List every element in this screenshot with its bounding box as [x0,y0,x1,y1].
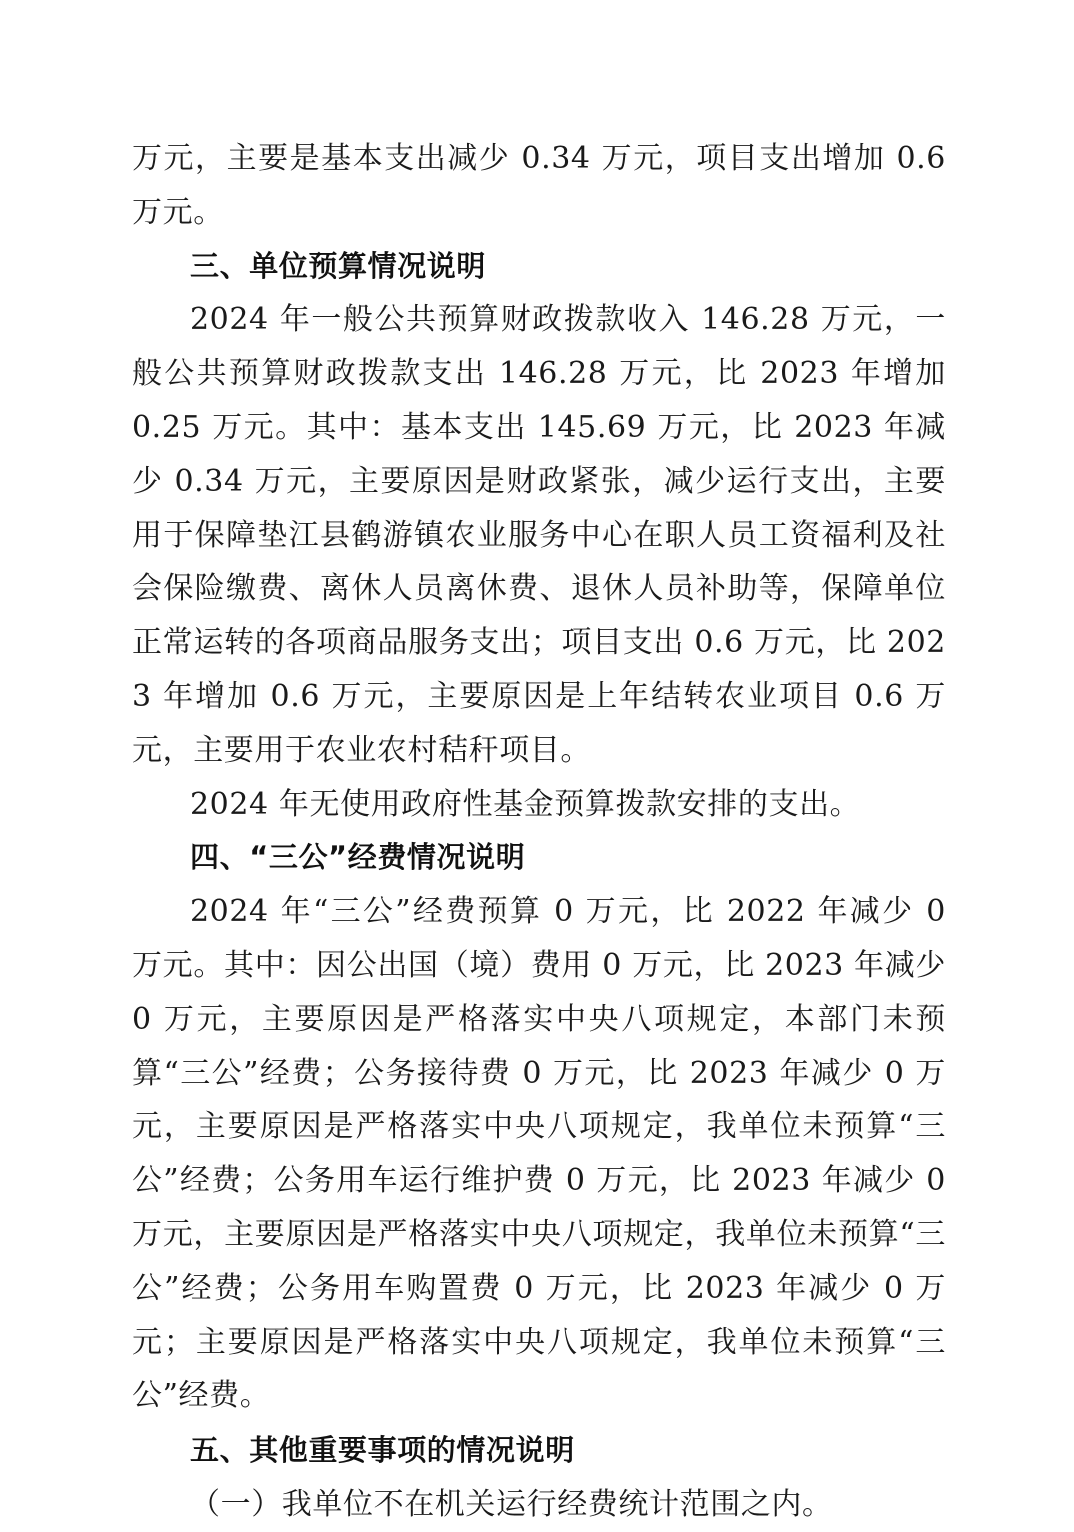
continuation-paragraph: 万元，主要是基本支出减少 0.34 万元，项目支出增加 0.6 万元。 [132,141,946,230]
section-4-paragraph-1: 2024 年“三公”经费预算 0 万元，比 2022 年减少 0 万元。其中：因公出国（境）费用 0 万元，比 2023 年减少 0 万元，主要原因是严格落实中央八项规定，本部门未预算“三公”经费；公务接待费 0 万元，比 2023 年减少 0 万元，主要原因是严格落实中央八项规定，我单位未预算“三公”经费；公务用车运行维护费 0 万元，比 2023 年减少 0 万元，主要原因是严格落实中央八项规定，我单位未预算“三公”经费；公务用车购置费 0 万元，比 2023 年减少 0 万元；主要原因是严格落实中央八项规定，我单位未预算“三公”经费。 [132,894,946,1414]
section-5-paragraph-1: （一）我单位不在机关运行经费统计范围之内。 [190,1486,833,1522]
section-3-paragraph-2: 2024 年无使用政府性基金预算拨款安排的支出。 [190,786,861,822]
section-3-heading: 三、单位预算情况说明 [190,248,487,283]
section-4-heading: 四、“三公”经费情况说明 [190,840,526,875]
document-body [132,132,946,1532]
section-5-heading: 五、其他重要事项的情况说明 [190,1433,575,1468]
section-3-paragraph-1: 2024 年一般公共预算财政拨款收入 146.28 万元，一般公共预算财政拨款支出 146.28 万元，比 2023 年增加 0.25 万元。其中：基本支出 145.69 万元，比 2023 年减少 0.34 万元，主要原因是财政紧张，减少运行支出，主要用于保障垫江县鹤游镇农业服务中心在职人员工资福利及社会保险缴费、离休人员离休费、退休人员补助等，保障单位正常运转的各项商品服务支出；项目支出 0.6 万元，比 2023 年增加 0.6 万元，主要原因是上年结转农业项目 0.6 万元，主要用于农业农村秸秆项目。 [132,302,946,768]
